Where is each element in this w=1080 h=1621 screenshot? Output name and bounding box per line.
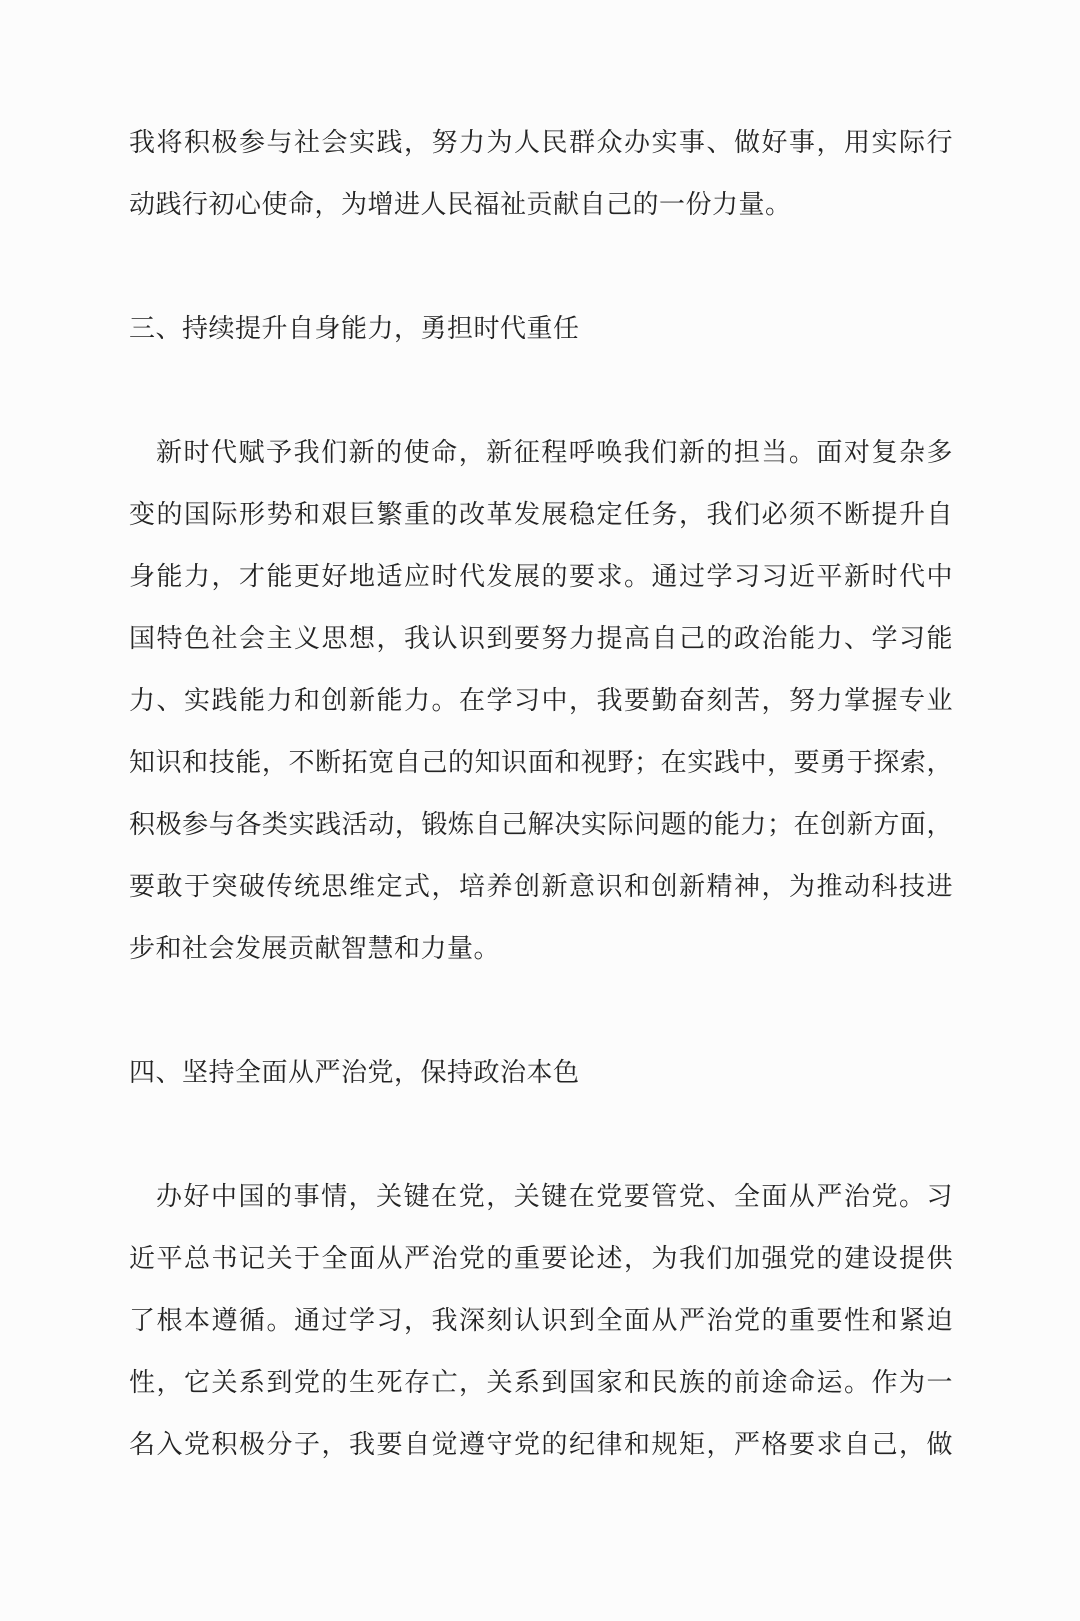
text-line: 名入党积极分子，我要自觉遵守党的纪律和规矩，严格要求自己，做	[129, 1430, 953, 1459]
section-heading: 四、坚持全面从严治党，保持政治本色	[129, 1058, 580, 1087]
text-line: 了根本遵循。通过学习，我深刻认识到全面从严治党的重要性和紧迫	[129, 1306, 953, 1335]
text-line: 近平总书记关于全面从严治党的重要论述，为我们加强党的建设提供	[129, 1244, 953, 1273]
text-line: 变的国际形势和艰巨繁重的改革发展稳定任务，我们必须不断提升自	[129, 500, 953, 529]
text-line: 性，它关系到党的生死存亡，关系到国家和民族的前途命运。作为一	[129, 1368, 953, 1397]
text-line: 新时代赋予我们新的使命，新征程呼唤我们新的担当。面对复杂多	[156, 438, 953, 467]
text-line: 办好中国的事情，关键在党，关键在党要管党、全面从严治党。习	[156, 1182, 953, 1211]
text-line: 积极参与各类实践活动，锻炼自己解决实际问题的能力；在创新方面，	[129, 810, 953, 839]
document-body	[129, 112, 953, 1476]
text-line: 身能力，才能更好地适应时代发展的要求。通过学习习近平新时代中	[129, 562, 953, 591]
section-heading: 三、持续提升自身能力，勇担时代重任	[129, 314, 580, 343]
text-line: 步和社会发展贡献智慧和力量。	[129, 934, 501, 963]
text-line: 国特色社会主义思想，我认识到要努力提高自己的政治能力、学习能	[129, 624, 953, 653]
text-line: 要敢于突破传统思维定式，培养创新意识和创新精神，为推动科技进	[129, 872, 953, 901]
paragraph	[129, 1166, 953, 1476]
text-line: 力、实践能力和创新能力。在学习中，我要勤奋刻苦，努力掌握专业	[129, 686, 953, 715]
paragraph	[129, 112, 953, 236]
text-line: 我将积极参与社会实践，努力为人民群众办实事、做好事，用实际行	[129, 128, 953, 157]
text-line: 动践行初心使命，为增进人民福祉贡献自己的一份力量。	[129, 190, 792, 219]
paragraph	[129, 422, 953, 980]
text-line: 知识和技能，不断拓宽自己的知识面和视野；在实践中，要勇于探索，	[129, 748, 953, 777]
